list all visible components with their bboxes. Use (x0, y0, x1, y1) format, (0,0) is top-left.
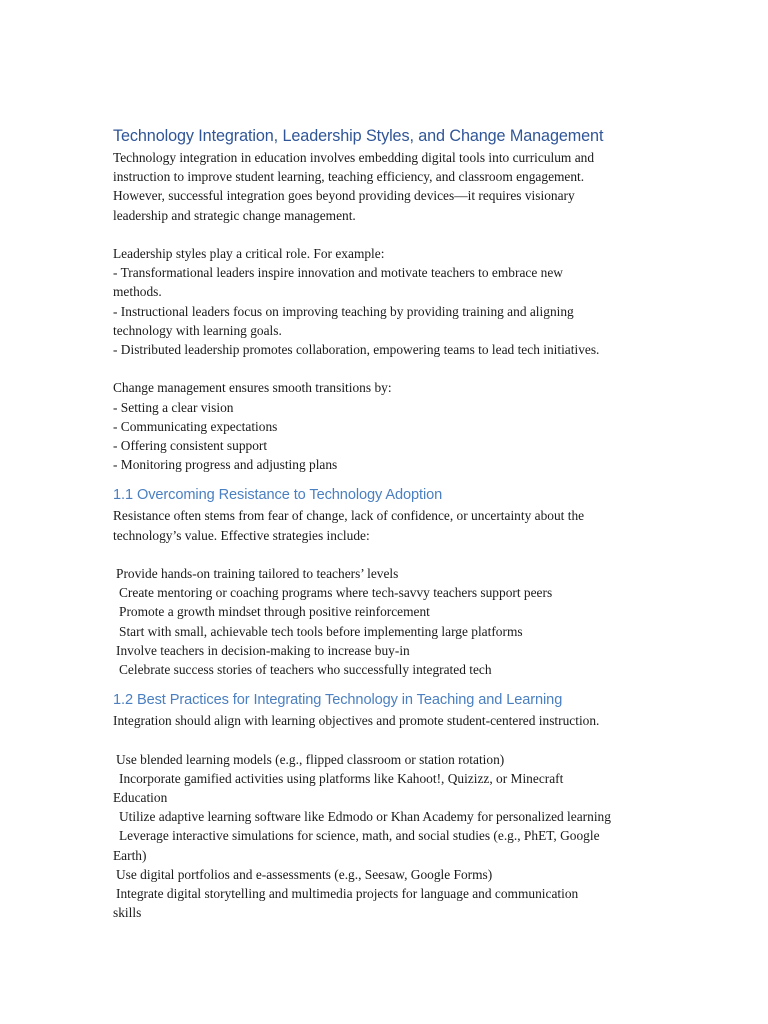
section-spacer (113, 474, 673, 484)
list-item: Integrate digital storytelling and multimedia projects for language and communication (116, 886, 579, 902)
list-item-continuation: skills (113, 905, 142, 921)
list-item: Utilize adaptive learning software like Edmodo or Khan Academy for personalized learning (119, 809, 611, 825)
paragraph-line: However, successful integration goes beyond providing devices—it requires visionary (113, 188, 575, 204)
paragraph-line: Resistance often stems from fear of change, lack of confidence, or uncertainty about the (113, 508, 585, 524)
paragraph-spacer (113, 225, 673, 244)
list-item: Promote a growth mindset through positive reinforcement (119, 604, 430, 620)
document-page (113, 124, 673, 922)
list-item: Involve teachers in decision-making to increase buy-in (116, 642, 410, 658)
list-item: Create mentoring or coaching programs where tech-savvy teachers support peers (119, 585, 553, 601)
best-practices-intro (113, 711, 673, 730)
main-heading: Technology Integration, Leadership Styles, and Change Management (113, 127, 604, 145)
list-item: - Monitoring progress and adjusting plans (113, 457, 338, 473)
list-item: Celebrate success stories of teachers who successfully integrated tech (119, 662, 492, 678)
list-item: Start with small, achievable tech tools before implementing large platforms (119, 623, 523, 639)
list-item: - Communicating expectations (113, 418, 278, 434)
list-item: Leverage interactive simulations for science, math, and social studies (e.g., PhET, Google (119, 828, 600, 844)
list-item-continuation: Earth) (113, 847, 147, 863)
list-item-continuation: Education (113, 790, 168, 806)
leadership-paragraph (113, 244, 673, 359)
list-item: - Offering consistent support (113, 438, 268, 454)
list-item: - Setting a clear vision (113, 399, 234, 415)
resistance-heading: 1.1 Overcoming Resistance to Technology Adoption (113, 487, 443, 504)
paragraph-spacer (113, 545, 673, 564)
best-practices-list (113, 750, 673, 923)
resistance-intro (113, 506, 673, 544)
paragraph-line: - Instructional leaders focus on improving teaching by providing training and aligning (113, 303, 574, 319)
resistance-list (113, 564, 673, 679)
paragraph-line: Technology integration in education involves embedding digital tools into curriculum and (113, 150, 595, 165)
list-item: Use blended learning models (e.g., flipped classroom or station rotation) (116, 751, 505, 767)
paragraph-line: Change management ensures smooth transitions by: (113, 380, 392, 396)
paragraph-line: instruction to improve student learning, teaching efficiency, and classroom engagement. (113, 169, 585, 185)
paragraph-line: Leadership styles play a critical role. For example: (113, 246, 385, 261)
paragraph-line: Integration should align with learning objectives and promote student-centered instruction. (113, 713, 600, 729)
paragraph-line: technology’s value. Effective strategies include: (113, 527, 370, 543)
list-item: Incorporate gamified activities using platforms like Kahoot!, Quizizz, or Minecraft (119, 770, 564, 786)
paragraph-line: - Distributed leadership promotes collaboration, empowering teams to lead tech initiatives. (113, 342, 600, 358)
paragraph-line: methods. (113, 284, 162, 300)
list-item: Provide hands-on training tailored to teachers’ levels (116, 566, 399, 582)
best-practices-heading: 1.2 Best Practices for Integrating Technology in Teaching and Learning (113, 692, 563, 709)
section-spacer (113, 679, 673, 689)
paragraph-spacer (113, 730, 673, 749)
paragraph-spacer (113, 359, 673, 378)
intro-paragraph (113, 148, 673, 225)
change-management-paragraph (113, 378, 673, 474)
list-item: Use digital portfolios and e-assessments (e.g., Seesaw, Google Forms) (116, 866, 493, 882)
paragraph-line: leadership and strategic change management. (113, 207, 356, 223)
paragraph-line: technology with learning goals. (113, 322, 282, 338)
paragraph-line: - Transformational leaders inspire innovation and motivate teachers to embrace new (113, 265, 563, 281)
